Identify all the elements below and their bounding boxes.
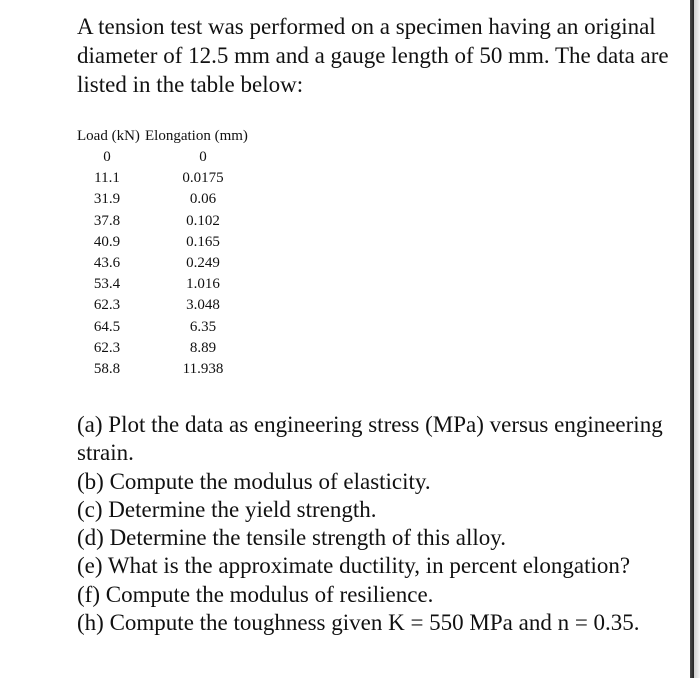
table-row [77, 317, 257, 338]
question-line: (e) What is the approximate ductility, in percent elongation? [77, 553, 631, 579]
cell-elongation: 0.249 [186, 255, 220, 272]
cell-load: 40.9 [93, 233, 121, 250]
table-row [77, 295, 257, 316]
table-row [77, 338, 257, 359]
cell-elongation: 3.048 [186, 297, 220, 314]
problem-statement [77, 12, 692, 99]
table-row [77, 189, 257, 210]
cell-load: 64.5 [93, 318, 121, 335]
cell-elongation: 8.89 [189, 339, 217, 356]
cell-elongation: 6.35 [189, 318, 217, 335]
cell-load: 62.3 [93, 297, 121, 314]
header-elongation: Elongation (mm) [145, 128, 248, 144]
question-line: (d) Determine the tensile strength of this alloy. [77, 525, 507, 551]
cell-elongation: 0 [199, 149, 207, 165]
intro-line: listed in the table below: [77, 72, 304, 97]
question-line: (h) Compute the toughness given K = 550 MPa and n = 0.35. [77, 610, 640, 636]
page-edge-shadow [694, 0, 700, 678]
question-line: (a) Plot the data as engineering stress (MPa) versus engineering [77, 412, 663, 437]
cell-load: 58.8 [93, 361, 121, 378]
table-row [77, 147, 257, 168]
table-row [77, 359, 257, 380]
header-load: Load (kN) [77, 128, 140, 144]
question-line: (b) Compute the modulus of elasticity. [77, 468, 431, 494]
table-row [77, 168, 257, 189]
cell-load: 37.8 [93, 212, 121, 229]
table-row [77, 274, 257, 295]
cell-load: 11.1 [94, 170, 120, 187]
intro-line: A tension test was performed on a specimen having an original [77, 14, 656, 39]
table-header-row [77, 126, 257, 147]
table-row [77, 232, 257, 253]
cell-load: 53.4 [93, 276, 121, 293]
cell-elongation: 0.0175 [182, 170, 224, 187]
question-list [77, 411, 692, 637]
cell-elongation: 1.016 [186, 276, 220, 293]
cell-elongation: 0.165 [186, 233, 220, 250]
question-line: strain. [77, 440, 134, 466]
question-line: (c) Determine the yield strength. [77, 496, 377, 522]
cell-elongation: 11.938 [182, 361, 224, 378]
cell-elongation: 0.102 [186, 212, 220, 229]
cell-load: 62.3 [93, 339, 121, 356]
question-line: (f) Compute the modulus of resilience. [77, 581, 434, 607]
cell-elongation: 0.06 [189, 191, 217, 208]
cell-load: 0 [103, 149, 111, 165]
cell-load: 43.6 [93, 255, 121, 272]
table-row [77, 253, 257, 274]
tension-test-data-table [77, 126, 257, 380]
table-row [77, 211, 257, 232]
intro-line: diameter of 12.5 mm and a gauge length of 50 mm. The data are [77, 43, 669, 68]
cell-load: 31.9 [93, 191, 121, 208]
